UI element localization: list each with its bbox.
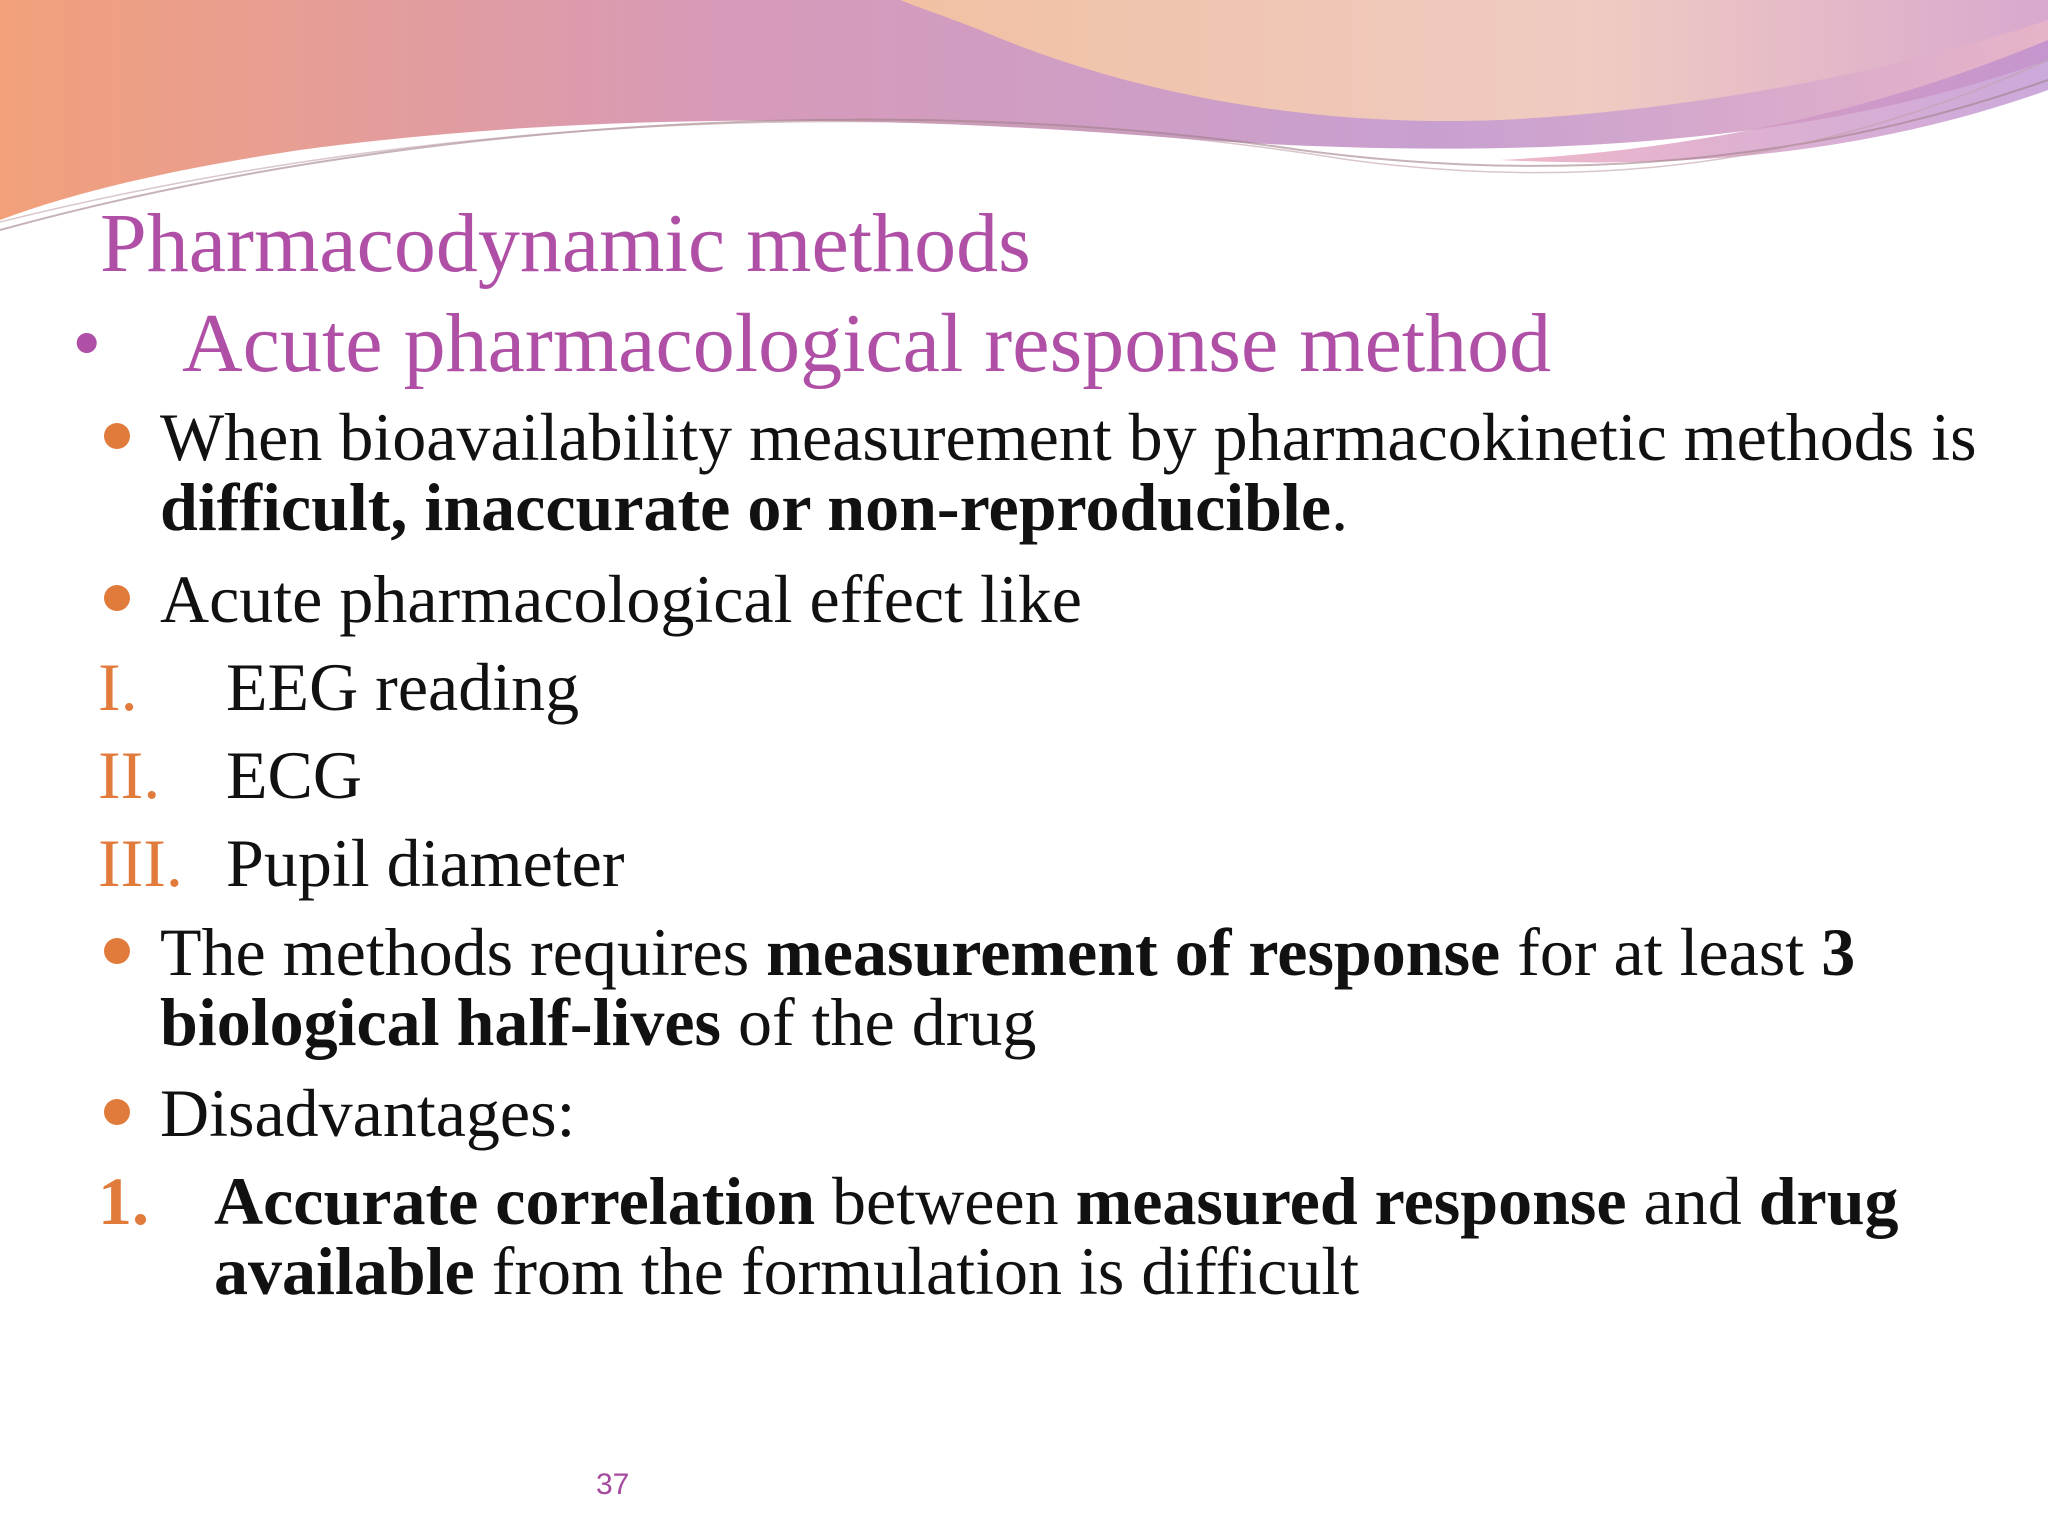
numbered-bold-2: measured response — [1075, 1163, 1627, 1239]
bullet-3-end: of the drug — [721, 984, 1037, 1060]
roman-item-text: ECG — [226, 737, 362, 813]
roman-item-text: EEG reading — [226, 649, 580, 725]
bullet-item-2: Acute pharmacological effect like — [160, 561, 1082, 637]
bullet-3-bold-2: 3 biological half-lives — [160, 914, 1856, 1060]
bullet-dot-icon — [104, 423, 130, 449]
slide-title: Pharmacodynamic methods — [100, 197, 1031, 290]
roman-marker: I. — [98, 649, 138, 725]
numbered-item-text — [214, 1163, 2008, 1309]
bullet-dot-icon — [104, 1099, 130, 1125]
bullet-item-3 — [160, 914, 2008, 1060]
bullet-3-text: The methods requires — [160, 914, 767, 990]
bullet-item-4: Disadvantages: — [160, 1075, 576, 1151]
numbered-mid-2: and — [1626, 1163, 1759, 1239]
bullet-1-text: When bioavailability measurement by pharmacokinetic methods is — [160, 399, 1977, 475]
numbered-bold-1: Accurate correlation — [214, 1163, 816, 1239]
subtitle-bullet: • — [72, 297, 102, 390]
subtitle-text: Acute pharmacological response method — [182, 297, 1552, 390]
bullet-dot-icon — [104, 938, 130, 964]
bullet-1-end: . — [1331, 469, 1349, 545]
slide-subtitle — [72, 292, 1551, 396]
page-number: 37 — [596, 1468, 630, 1501]
bullet-1-bold: difficult, inaccurate or non-reproducible — [160, 469, 1332, 545]
numbered-mid-1: between — [815, 1163, 1076, 1239]
bullet-dot-icon — [104, 585, 130, 611]
numbered-bold-3: drug available — [214, 1163, 1899, 1309]
bullet-item-1 — [160, 399, 2008, 545]
numbered-end: from the formulation is difficult — [474, 1233, 1360, 1309]
bullet-3-bold-1: measurement of response — [766, 914, 1501, 990]
roman-marker: III. — [98, 825, 183, 901]
roman-item-text: Pupil diameter — [226, 825, 625, 901]
numbered-marker: 1. — [98, 1163, 149, 1239]
bullet-3-mid: for at least — [1500, 914, 1822, 990]
roman-marker: II. — [98, 737, 161, 813]
